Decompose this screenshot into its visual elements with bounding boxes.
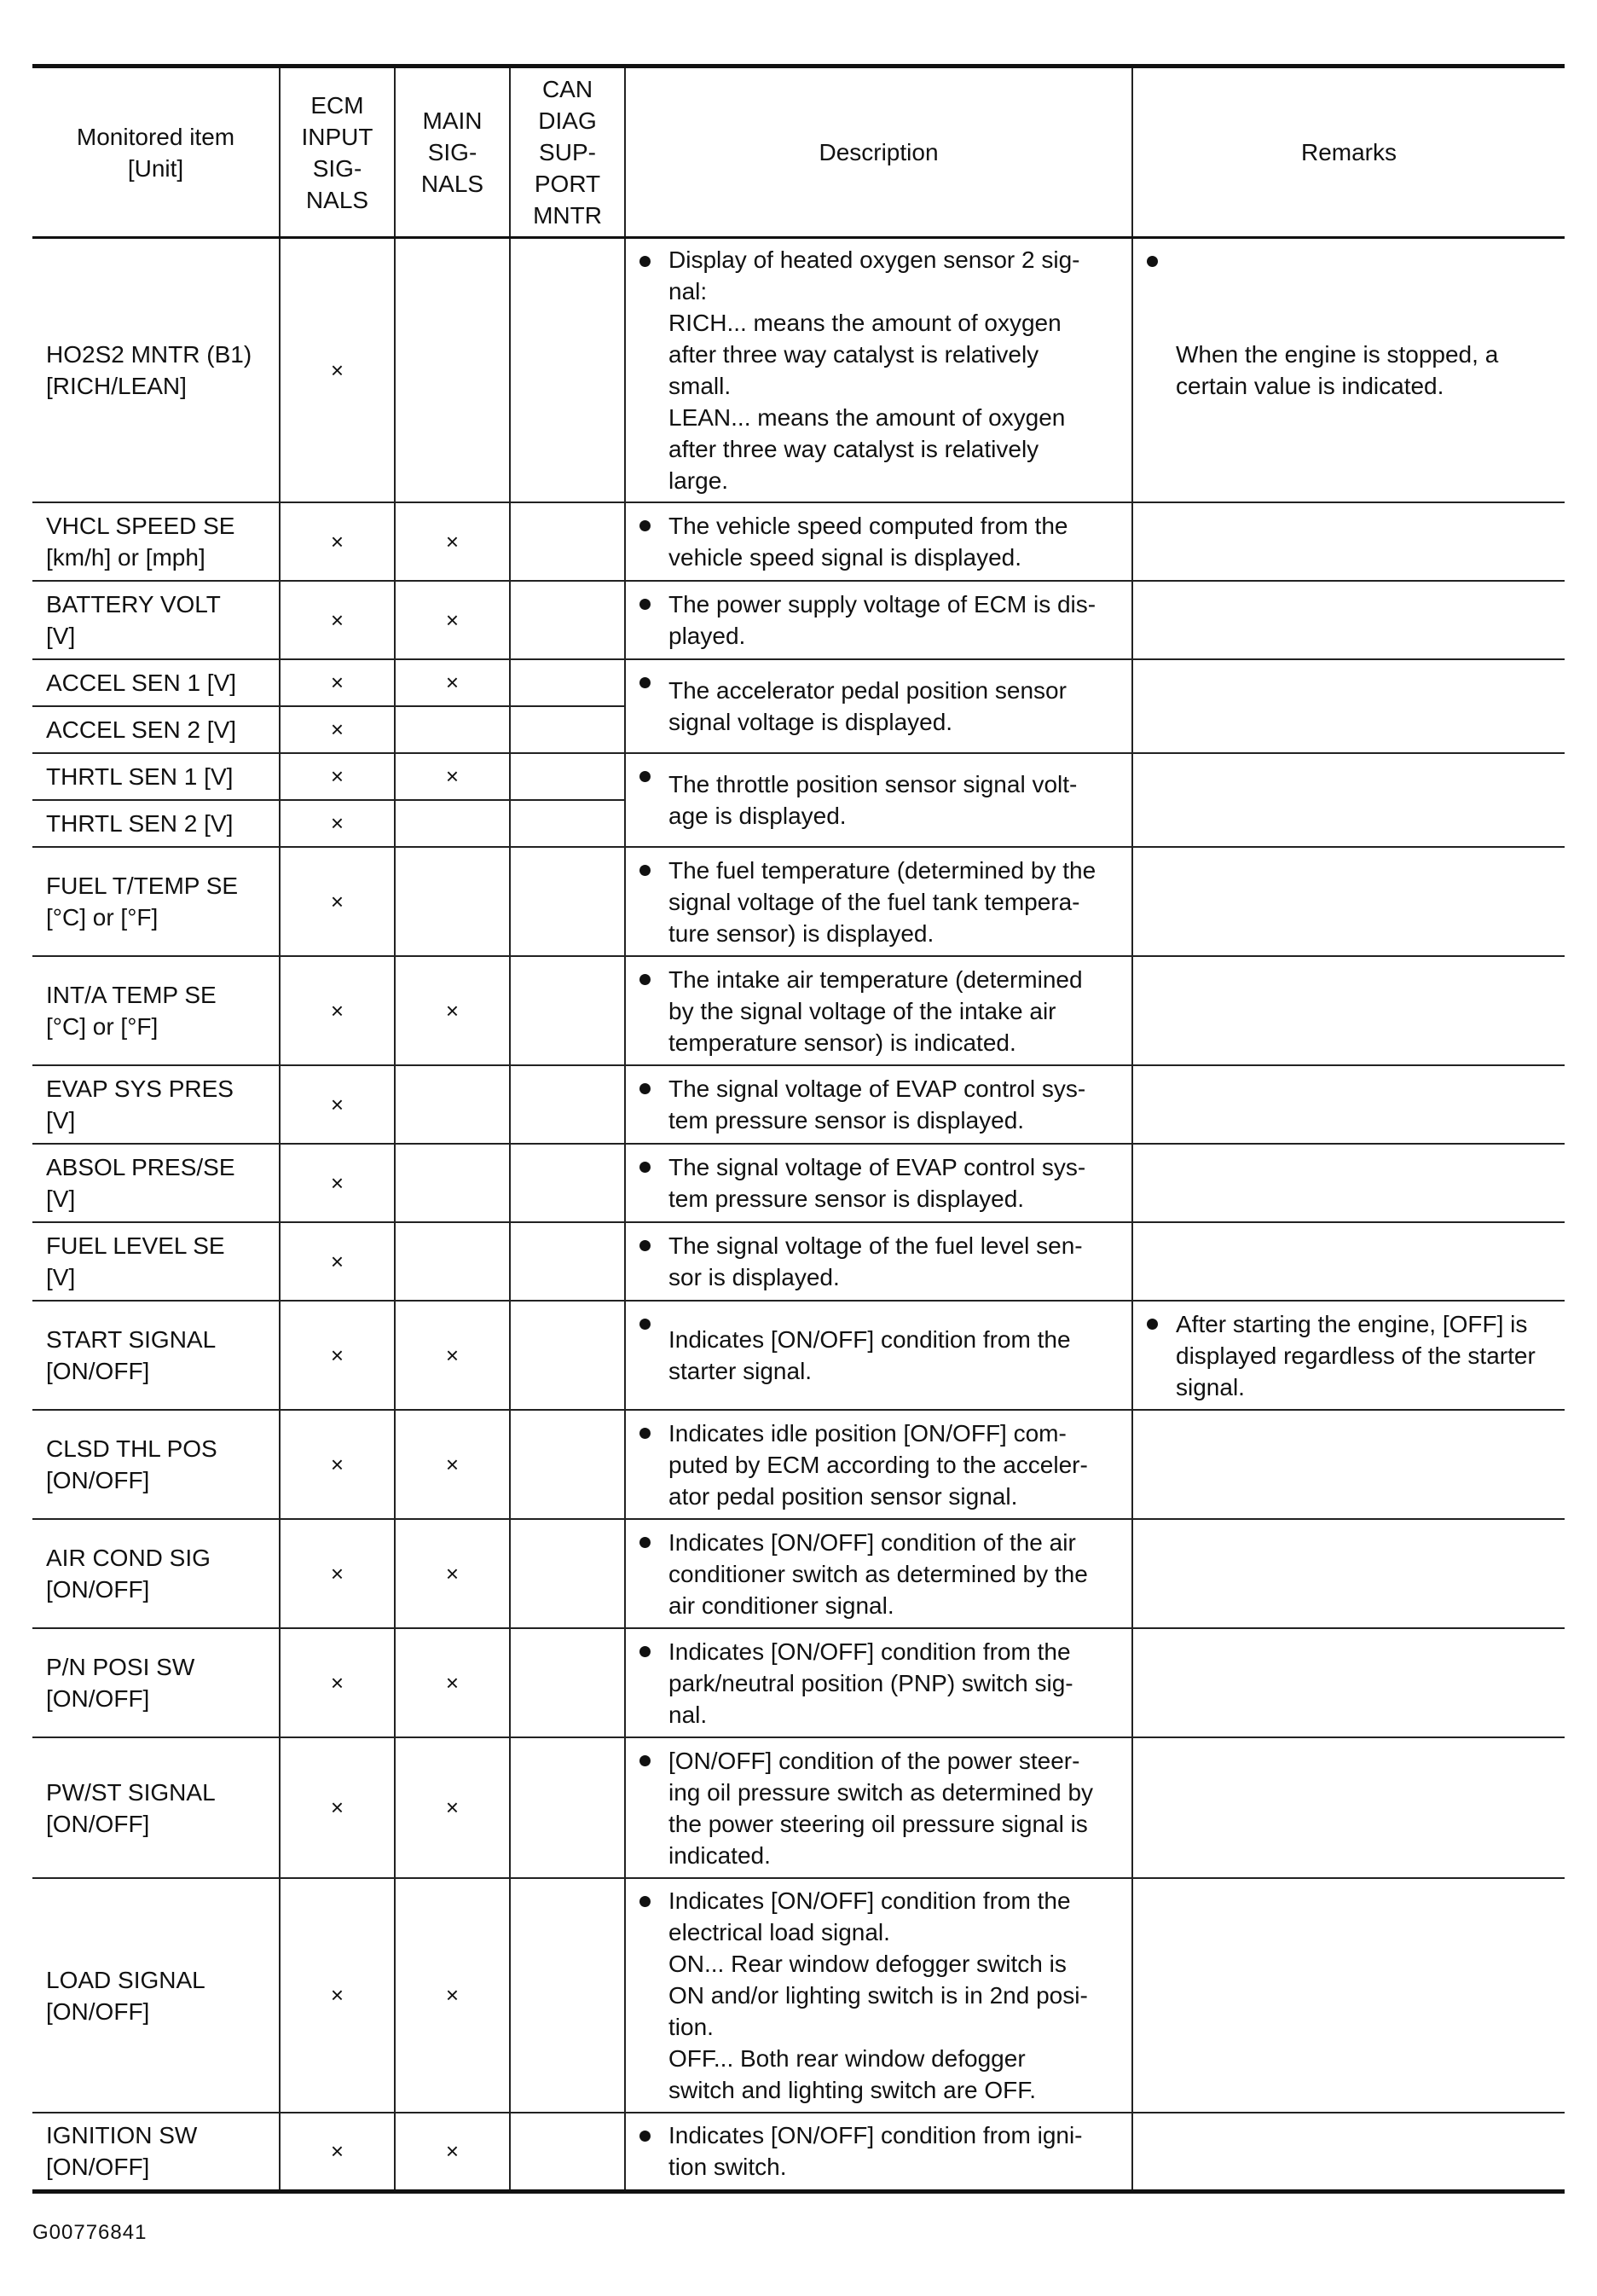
ecm-input-mark: ×	[280, 238, 395, 503]
bullet-icon	[639, 771, 651, 782]
can-diag-mark	[510, 753, 625, 800]
can-diag-mark	[510, 502, 625, 581]
bullet-icon	[639, 1428, 651, 1439]
ecm-input-mark: ×	[280, 1519, 395, 1628]
description-text: [ON/OFF] condition of the power steer- ing oil pressure switch as determined by the power steering oil pressure signal is indicated.	[668, 1747, 1094, 1869]
remarks-cell	[1132, 1144, 1565, 1222]
can-diag-mark	[510, 581, 625, 659]
remarks-text: When the engine is stopped, a certain value is indicated.	[1176, 341, 1499, 399]
main-signal-mark: ×	[395, 1410, 510, 1519]
table-row	[32, 1301, 1565, 1410]
table-row	[32, 1737, 1565, 1878]
description-text: The vehicle speed computed from the vehicle speed signal is displayed.	[668, 513, 1068, 571]
description-cell	[625, 502, 1132, 581]
table-row	[32, 238, 1565, 503]
description-text: The signal voltage of the fuel level sen- sor is displayed.	[668, 1232, 1083, 1290]
main-signal-mark: ×	[395, 659, 510, 706]
bullet-icon	[639, 1537, 651, 1548]
item-name: VHCL SPEED SE [km/h] or [mph]	[32, 502, 280, 581]
description-cell	[625, 659, 1132, 753]
main-signal-mark: ×	[395, 1737, 510, 1878]
main-signal-mark: ×	[395, 1628, 510, 1737]
description-cell	[625, 238, 1132, 503]
can-diag-mark	[510, 659, 625, 706]
remarks-text: After starting the engine, [OFF] is displayed regardless of the starter signal.	[1176, 1310, 1536, 1400]
main-signal-mark	[395, 1222, 510, 1301]
item-name: AIR COND SIG [ON/OFF]	[32, 1519, 280, 1628]
description-text: The signal voltage of EVAP control sys- tem pressure sensor is displayed.	[668, 1154, 1086, 1212]
header-monitored-item: Monitored item [Unit]	[32, 67, 280, 238]
can-diag-mark	[510, 706, 625, 753]
bullet-icon	[639, 2131, 651, 2142]
can-diag-mark	[510, 1737, 625, 1878]
main-signal-mark: ×	[395, 956, 510, 1065]
can-diag-mark	[510, 2113, 625, 2191]
description-cell	[625, 956, 1132, 1065]
item-name: THRTL SEN 1 [V]	[32, 753, 280, 800]
ecm-input-mark: ×	[280, 847, 395, 956]
table-row	[32, 581, 1565, 659]
main-signal-mark	[395, 1065, 510, 1144]
remarks-cell	[1132, 581, 1565, 659]
item-name: P/N POSI SW [ON/OFF]	[32, 1628, 280, 1737]
remarks-cell	[1132, 659, 1565, 753]
table-row	[32, 2113, 1565, 2191]
remarks-cell	[1132, 502, 1565, 581]
description-text: Indicates [ON/OFF] condition of the air conditioner switch as determined by the air conditioner signal.	[668, 1528, 1088, 1619]
table-row	[32, 1878, 1565, 2113]
item-name: INT/A TEMP SE [°C] or [°F]	[32, 956, 280, 1065]
bullet-icon	[639, 1646, 651, 1657]
item-name: ACCEL SEN 1 [V]	[32, 659, 280, 706]
remarks-cell	[1132, 2113, 1565, 2191]
ecm-input-mark: ×	[280, 1737, 395, 1878]
monitored-items-table	[32, 64, 1565, 2194]
table-row	[32, 1065, 1565, 1144]
main-signal-mark	[395, 1144, 510, 1222]
ecm-input-mark: ×	[280, 1410, 395, 1519]
ecm-input-mark: ×	[280, 2113, 395, 2191]
description-cell	[625, 1301, 1132, 1410]
table-row	[32, 1144, 1565, 1222]
item-name: HO2S2 MNTR (B1) [RICH/LEAN]	[32, 238, 280, 503]
figure-id: G00776841	[32, 2221, 148, 2244]
table-row	[32, 956, 1565, 1065]
main-signal-mark	[395, 706, 510, 753]
item-name: ABSOL PRES/SE [V]	[32, 1144, 280, 1222]
item-name: FUEL LEVEL SE [V]	[32, 1222, 280, 1301]
main-signal-mark	[395, 800, 510, 847]
main-signal-mark: ×	[395, 1519, 510, 1628]
header-main-signals: MAIN SIG- NALS	[395, 67, 510, 238]
table-row	[32, 1410, 1565, 1519]
description-text: The power supply voltage of ECM is dis- played.	[668, 591, 1096, 649]
bullet-icon	[639, 1162, 651, 1173]
header-remarks: Remarks	[1132, 67, 1565, 238]
table-row	[32, 659, 1565, 706]
ecm-input-mark: ×	[280, 706, 395, 753]
header-ecm-input-signals: ECM INPUT SIG- NALS	[280, 67, 395, 238]
main-signal-mark: ×	[395, 1301, 510, 1410]
remarks-cell	[1132, 1410, 1565, 1519]
remarks-cell	[1132, 238, 1565, 503]
description-text: The accelerator pedal position sensor signal voltage is displayed.	[668, 677, 1067, 735]
item-name: EVAP SYS PRES [V]	[32, 1065, 280, 1144]
bullet-icon	[639, 256, 651, 267]
remarks-cell	[1132, 1628, 1565, 1737]
bullet-icon	[639, 599, 651, 610]
bullet-icon	[639, 974, 651, 985]
description-text: Indicates idle position [ON/OFF] com- puted by ECM according to the acceler- ator pedal position sensor signal.	[668, 1419, 1088, 1510]
header-can-diag-support-mntr: CAN DIAG SUP- PORT MNTR	[510, 67, 625, 238]
can-diag-mark	[510, 238, 625, 503]
bullet-icon	[639, 1896, 651, 1907]
ecm-input-mark: ×	[280, 581, 395, 659]
remarks-cell	[1132, 1878, 1565, 2113]
header-row	[32, 67, 1565, 238]
remarks-cell	[1132, 1737, 1565, 1878]
description-text: Indicates [ON/OFF] condition from igni- tion switch.	[668, 2122, 1083, 2181]
description-cell	[625, 847, 1132, 956]
item-name: CLSD THL POS [ON/OFF]	[32, 1410, 280, 1519]
bullet-icon	[1147, 256, 1158, 267]
ecm-input-mark: ×	[280, 502, 395, 581]
can-diag-mark	[510, 1144, 625, 1222]
table-row	[32, 753, 1565, 800]
remarks-cell	[1132, 753, 1565, 847]
header-description: Description	[625, 67, 1132, 238]
description-text: Indicates [ON/OFF] condition from the park/neutral position (PNP) switch sig- nal.	[668, 1638, 1073, 1728]
table-row	[32, 847, 1565, 956]
item-name: START SIGNAL [ON/OFF]	[32, 1301, 280, 1410]
ecm-input-mark: ×	[280, 1878, 395, 2113]
description-text: Display of heated oxygen sensor 2 sig- nal: RICH... means the amount of oxygen after three way catalyst is relatively small. LEAN... means the amount of oxygen after three way catalyst is relatively large.	[668, 246, 1080, 494]
ecm-input-mark: ×	[280, 659, 395, 706]
can-diag-mark	[510, 1410, 625, 1519]
can-diag-mark	[510, 956, 625, 1065]
item-name: BATTERY VOLT [V]	[32, 581, 280, 659]
description-cell	[625, 2113, 1132, 2191]
main-signal-mark: ×	[395, 1878, 510, 2113]
item-name: THRTL SEN 2 [V]	[32, 800, 280, 847]
main-signal-mark: ×	[395, 502, 510, 581]
main-signal-mark: ×	[395, 2113, 510, 2191]
item-name: LOAD SIGNAL [ON/OFF]	[32, 1878, 280, 2113]
description-cell	[625, 1222, 1132, 1301]
bullet-icon	[639, 865, 651, 876]
description-text: The throttle position sensor signal volt- age is displayed.	[668, 771, 1078, 829]
ecm-input-mark: ×	[280, 956, 395, 1065]
description-text: The fuel temperature (determined by the signal voltage of the fuel tank tempera- ture sensor) is displayed.	[668, 856, 1096, 947]
description-cell	[625, 1519, 1132, 1628]
ecm-input-mark: ×	[280, 1628, 395, 1737]
remarks-cell	[1132, 1065, 1565, 1144]
item-name: PW/ST SIGNAL [ON/OFF]	[32, 1737, 280, 1878]
description-text: Indicates [ON/OFF] condition from the starter signal.	[668, 1326, 1071, 1384]
bullet-icon	[639, 677, 651, 688]
ecm-input-mark: ×	[280, 1065, 395, 1144]
ecm-input-mark: ×	[280, 1301, 395, 1410]
can-diag-mark	[510, 1301, 625, 1410]
ecm-input-mark: ×	[280, 800, 395, 847]
table-row	[32, 502, 1565, 581]
item-name: ACCEL SEN 2 [V]	[32, 706, 280, 753]
can-diag-mark	[510, 1222, 625, 1301]
remarks-cell	[1132, 1519, 1565, 1628]
description-text: The intake air temperature (determined by the signal voltage of the intake air temperature sensor) is indicated.	[668, 965, 1083, 1056]
can-diag-mark	[510, 847, 625, 956]
bullet-icon	[639, 1319, 651, 1330]
remarks-cell	[1132, 847, 1565, 956]
description-cell	[625, 1737, 1132, 1878]
can-diag-mark	[510, 1628, 625, 1737]
description-cell	[625, 1410, 1132, 1519]
remarks-cell	[1132, 956, 1565, 1065]
table-row	[32, 1222, 1565, 1301]
can-diag-mark	[510, 800, 625, 847]
item-name: FUEL T/TEMP SE [°C] or [°F]	[32, 847, 280, 956]
main-signal-mark	[395, 847, 510, 956]
table-row	[32, 1628, 1565, 1737]
description-text: The signal voltage of EVAP control sys- tem pressure sensor is displayed.	[668, 1076, 1086, 1134]
remarks-cell	[1132, 1222, 1565, 1301]
ecm-input-mark: ×	[280, 1222, 395, 1301]
description-cell	[625, 753, 1132, 847]
can-diag-mark	[510, 1065, 625, 1144]
table-row	[32, 1519, 1565, 1628]
monitor-item-sheet	[32, 64, 1565, 2194]
main-signal-mark: ×	[395, 753, 510, 800]
bullet-icon	[639, 1755, 651, 1766]
item-name: IGNITION SW [ON/OFF]	[32, 2113, 280, 2191]
description-cell	[625, 1628, 1132, 1737]
description-cell	[625, 1065, 1132, 1144]
main-signal-mark	[395, 238, 510, 503]
can-diag-mark	[510, 1519, 625, 1628]
bullet-icon	[639, 1240, 651, 1251]
description-text: Indicates [ON/OFF] condition from the electrical load signal. ON... Rear window defogger switch is ON and/or lighting switch is in 2nd posi- tion. OFF... Both rear window defogger switch and lighting switch are OFF.	[668, 1887, 1088, 2103]
ecm-input-mark: ×	[280, 1144, 395, 1222]
remarks-cell	[1132, 1301, 1565, 1410]
description-cell	[625, 581, 1132, 659]
description-cell	[625, 1878, 1132, 2113]
can-diag-mark	[510, 1878, 625, 2113]
bullet-icon	[639, 520, 651, 531]
bullet-icon	[1147, 1319, 1158, 1330]
description-cell	[625, 1144, 1132, 1222]
main-signal-mark: ×	[395, 581, 510, 659]
ecm-input-mark: ×	[280, 753, 395, 800]
bullet-icon	[639, 1083, 651, 1094]
